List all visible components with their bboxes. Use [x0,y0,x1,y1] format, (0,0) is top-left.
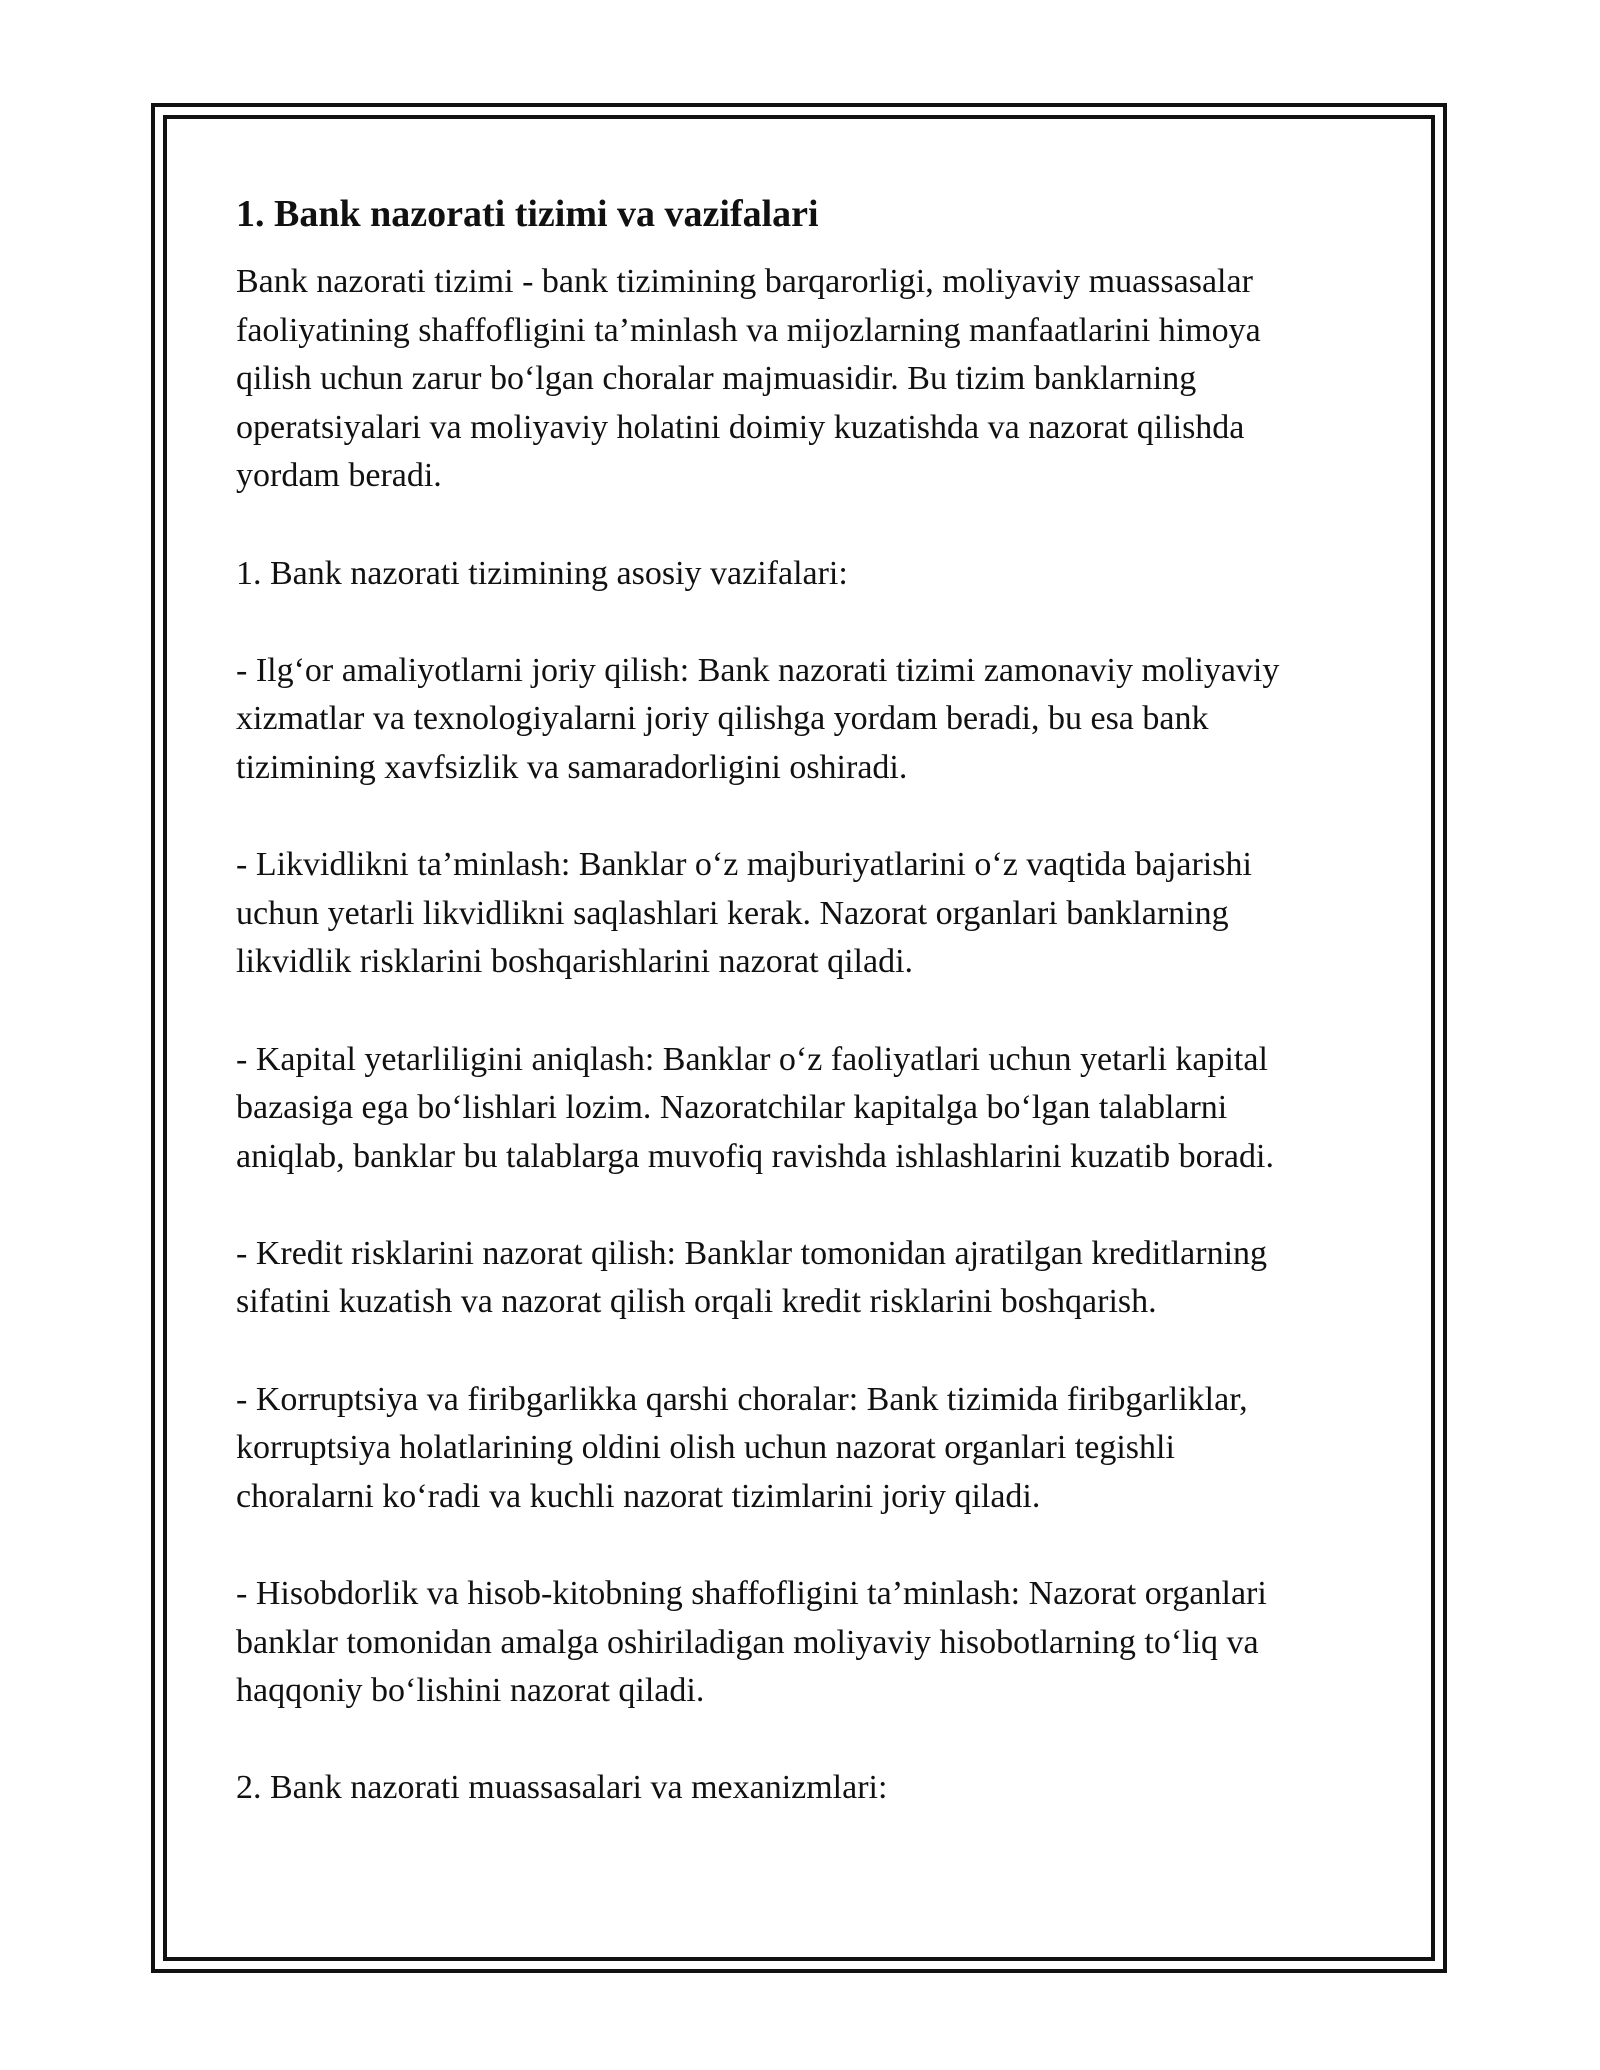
text-line: - Hisobdorlik va hisob-kitobning shaffofligini ta’minlash: Nazorat organlari [236,1575,1267,1613]
text-line: korruptsiya holatlarining oldini olish uchun nazorat organlari tegishli [236,1429,1175,1467]
text-line: - Korruptsiya va firibgarlikka qarshi choralar: Bank tizimida firibgarliklar, [236,1380,1248,1418]
text-line: uchun yetarli likvidlikni saqlashlari kerak. Nazorat organlari banklarning [236,894,1229,932]
text-line: 1. Bank nazorati tizimining asosiy vazifalari: [236,554,848,592]
text-line: yordam beradi. [236,457,442,495]
text-line: 2. Bank nazorati muassasalari va mexanizmlari: [236,1769,888,1807]
text-line: - Kredit risklarini nazorat qilish: Banklar tomonidan ajratilgan kreditlarning [236,1234,1268,1272]
text-line: sifatini kuzatish va nazorat qilish orqali kredit risklarini boshqarish. [236,1283,1157,1321]
text-line: bazasiga ega bo‘lishlari lozim. Nazoratchilar kapitalga bo‘lgan talablarni [236,1089,1228,1127]
list-item-accountability [236,1570,1376,1716]
text-line: tizimining xavfsizlik va samaradorligini oshiradi. [236,748,908,786]
text-line: aniqlab, banklar bu talablarga muvofiq ravishda ishlashlarini kuzatib boradi. [236,1137,1274,1175]
text-line: qilish uchun zarur bo‘lgan choralar majmuasidir. Bu tizim banklarning [236,360,1197,398]
text-line: likvidlik risklarini boshqarishlarini nazorat qiladi. [236,943,914,981]
text-line: - Likvidlikni ta’minlash: Banklar o‘z majburiyatlarini o‘z vaqtida bajarishi [236,846,1252,884]
text-line: - Ilg‘or amaliyotlarni joriy qilish: Bank nazorati tizimi zamonaviy moliyaviy [236,651,1280,689]
paragraph-intro [236,258,1376,501]
text-line: choralarni ko‘radi va kuchli nazorat tizimlarini joriy qiladi. [236,1477,1041,1515]
text-line: Bank nazorati tizimi - bank tizimining barqarorligi, moliyaviy muassasalar [236,263,1253,300]
subsection-title-tasks [236,550,1376,599]
subsection-title-institutions [236,1764,1376,1813]
text-line: - Kapital yetarliligini aniqlash: Banklar o‘z faoliyatlari uchun yetarli kapital [236,1040,1268,1078]
text-line: faoliyatining shaffofligini ta’minlash va mijozlarning manfaatlarini himoya [236,311,1261,349]
list-item-credit-risk [236,1230,1376,1327]
text-line: operatsiyalari va moliyaviy holatini doimiy kuzatishda va nazorat qilishda [236,408,1245,446]
text-line: banklar tomonidan amalga oshiriladigan moliyaviy hisobotlarning to‘liq va [236,1623,1259,1661]
document-body [236,184,1376,1862]
list-item-anti-corruption [236,1376,1376,1522]
text-line: xizmatlar va texnologiyalarni joriy qilishga yordam beradi, bu esa bank [236,700,1209,738]
list-item-capital-adequacy [236,1036,1376,1182]
section-heading: 1. Bank nazorati tizimi va vazifalari [236,193,819,235]
text-line: haqqoniy bo‘lishini nazorat qiladi. [236,1672,705,1710]
list-item-best-practices [236,647,1376,793]
list-item-liquidity [236,841,1376,987]
